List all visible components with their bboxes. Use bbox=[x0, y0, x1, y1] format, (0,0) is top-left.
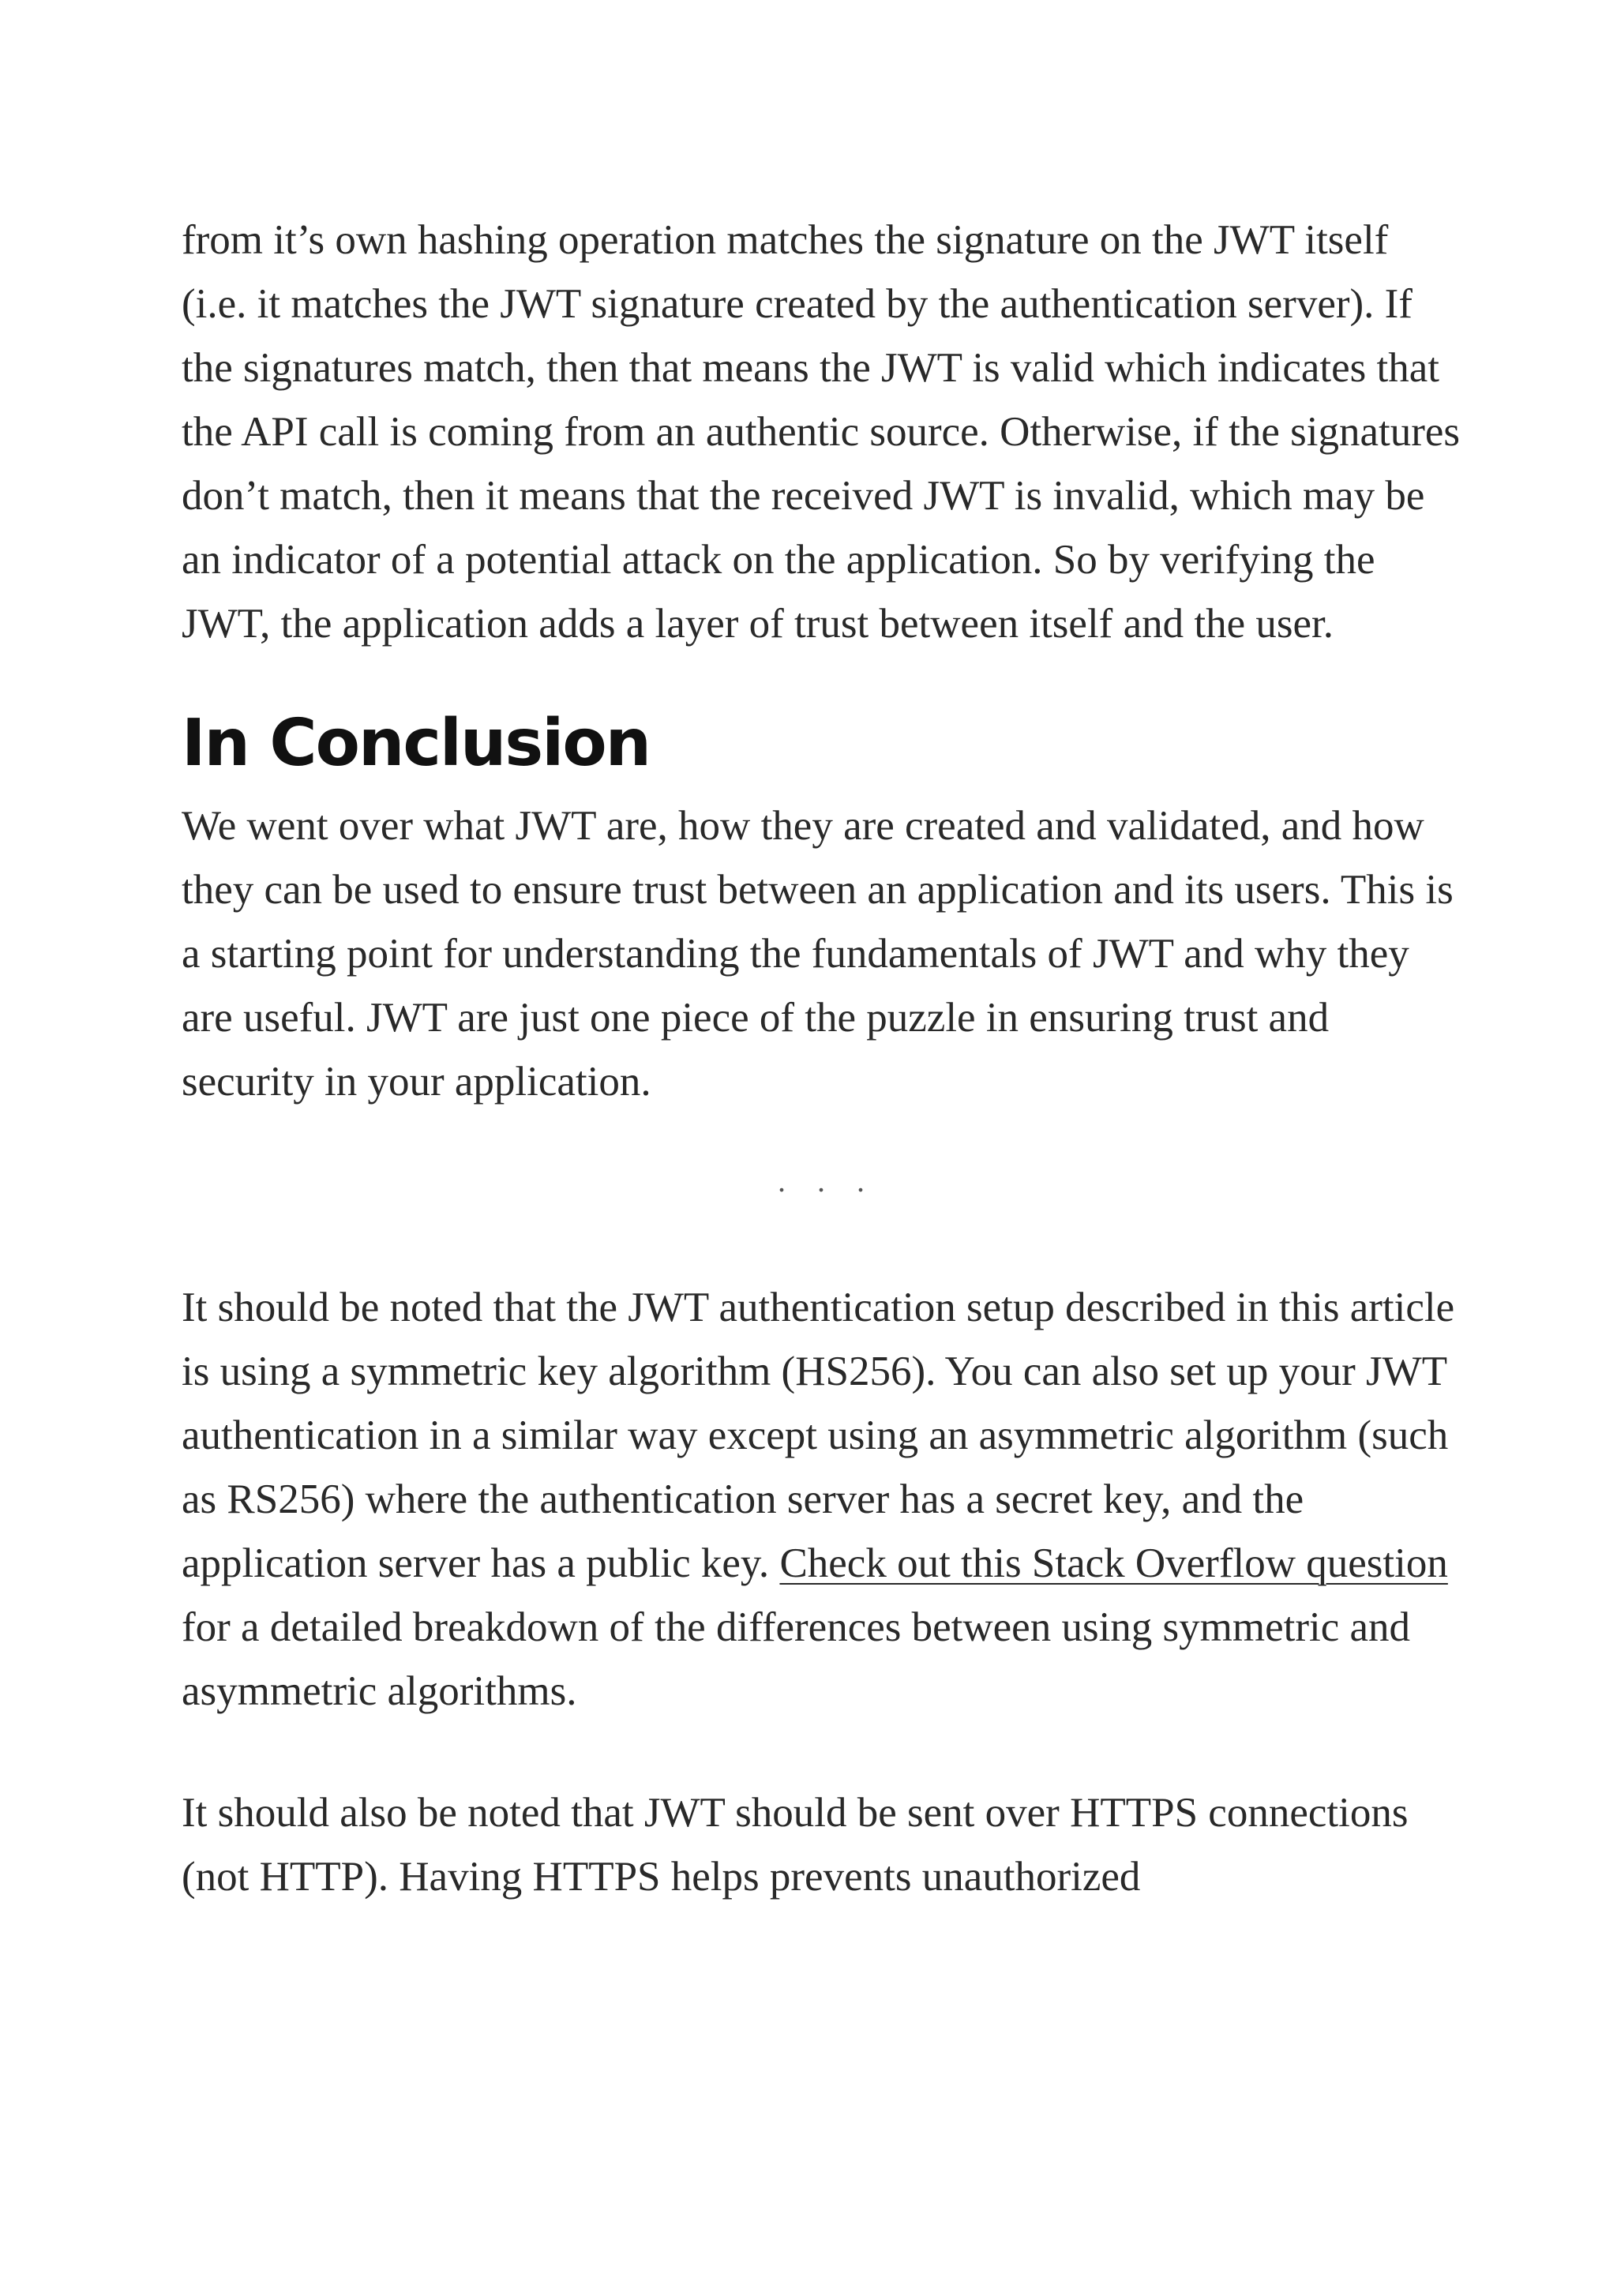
paragraph-symmetric-note bbox=[182, 1276, 1461, 1724]
paragraph-text-before-link: It should be noted that the JWT authentication setup described in this article is using a symmetric key algorithm (HS256). You can also set up your JWT authentication in a similar way except using an asymmetric algorithm (such as RS256) where the authentication server has a secret key, and the application server has a public key. bbox=[182, 1285, 1455, 1586]
paragraph-text-after-link: for a detailed breakdown of the differences between using symmetric and asymmetric algorithms. bbox=[182, 1604, 1411, 1714]
section-separator: ... bbox=[778, 1163, 896, 1199]
stack-overflow-link[interactable]: Check out this Stack Overflow question bbox=[779, 1540, 1448, 1586]
section-heading-conclusion: In Conclusion bbox=[182, 706, 651, 781]
article-body bbox=[182, 208, 1461, 1909]
paragraph-conclusion: We went over what JWT are, how they are created and validated, and how they can be used to ensure trust between an application and its users. This is a starting point for understanding the fundamentals of JWT and why they are useful. JWT are just one piece of the puzzle in ensuring trust and security in your application. bbox=[182, 803, 1454, 1105]
paragraph-https-note: It should also be noted that JWT should be sent over HTTPS connections (not HTTP). Having HTTPS helps prevents unauthorized bbox=[182, 1790, 1409, 1900]
paragraph-signature-verification: from it’s own hashing operation matches the signature on the JWT itself (i.e. it matches the JWT signature created by the authentication server). If the signatures match, then that means the JWT is valid which indicates that the API call is coming from an authentic source. Otherwise, if the signatures don’t match, then it means that the received JWT is invalid, which may be an indicator of a potential attack on the application. So by verifying the JWT, the application adds a layer of trust between itself and the user. bbox=[182, 217, 1461, 647]
